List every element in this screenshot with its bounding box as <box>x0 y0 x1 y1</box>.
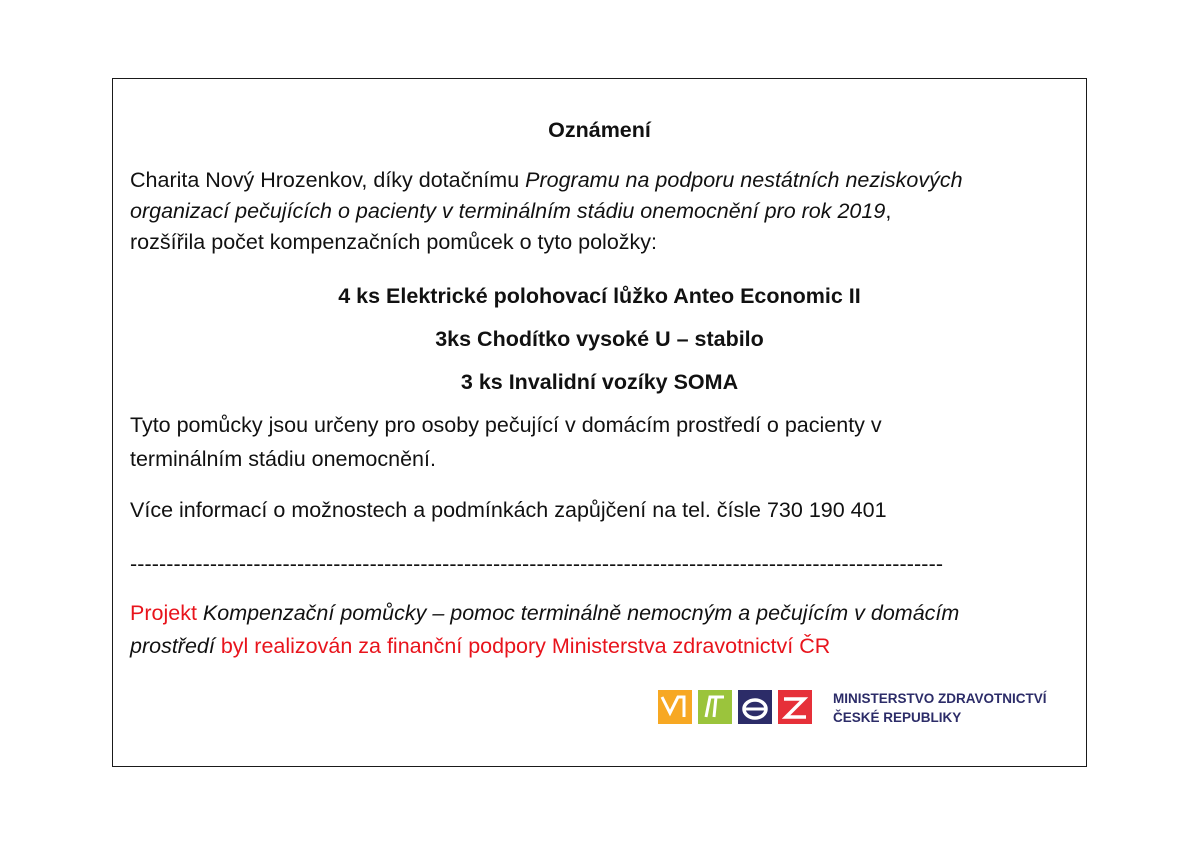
project-line-2 <box>130 631 830 662</box>
item-3: 3 ks Invalidní vozíky SOMA <box>460 370 739 394</box>
project-name-part-1: Kompenzační pomůcky – pomoc terminálně nemocným a pečujícím v domácím <box>196 601 960 625</box>
ministry-name-line-2: ČESKÉ REPUBLIKY <box>833 710 962 725</box>
ministry-name-line-1: MINISTERSTVO ZDRAVOTNICTVÍ <box>833 691 1047 706</box>
ministry-emblem-icon <box>658 690 812 724</box>
project-name-part-2: prostředí <box>130 634 215 658</box>
project-line-1 <box>130 598 959 629</box>
ministry-logo <box>658 687 1073 727</box>
program-name-part-1: Programu na podporu nestátních neziskových <box>525 168 963 192</box>
divider-dashes: ---------------------------------------------------------------------------------------------------------------- <box>130 552 944 576</box>
program-name-part-2: organizací pečujících o pacienty v terminálním stádiu onemocnění pro rok 2019 <box>130 199 886 223</box>
notice-title: Oznámení <box>548 118 651 142</box>
item-2: 3ks Chodítko vysoké U – stabilo <box>435 327 764 351</box>
project-word: Projekt <box>130 601 197 625</box>
project-funding: byl realizován za finanční podpory Ministerstva zdravotnictví ČR <box>214 634 831 658</box>
intro-line-1 <box>130 165 963 196</box>
intro-line-3: rozšířila počet kompenzačních pomůcek o tyto položky: <box>130 230 658 254</box>
notice-frame <box>112 78 1087 767</box>
purpose-line-1: Tyto pomůcky jsou určeny pro osoby pečující v domácím prostředí o pacienty v <box>130 413 882 437</box>
purpose-line-2: terminálním stádiu onemocnění. <box>130 447 436 471</box>
intro-comma: , <box>885 199 892 223</box>
item-1: 4 ks Elektrické polohovací lůžko Anteo Economic II <box>338 284 861 308</box>
intro-line-2 <box>130 196 891 227</box>
intro-prefix: Charita Nový Hrozenkov, díky dotačnímu <box>130 168 526 192</box>
contact-info: Více informací o možnostech a podmínkách zapůjčení na tel. čísle 730 190 401 <box>130 498 887 522</box>
